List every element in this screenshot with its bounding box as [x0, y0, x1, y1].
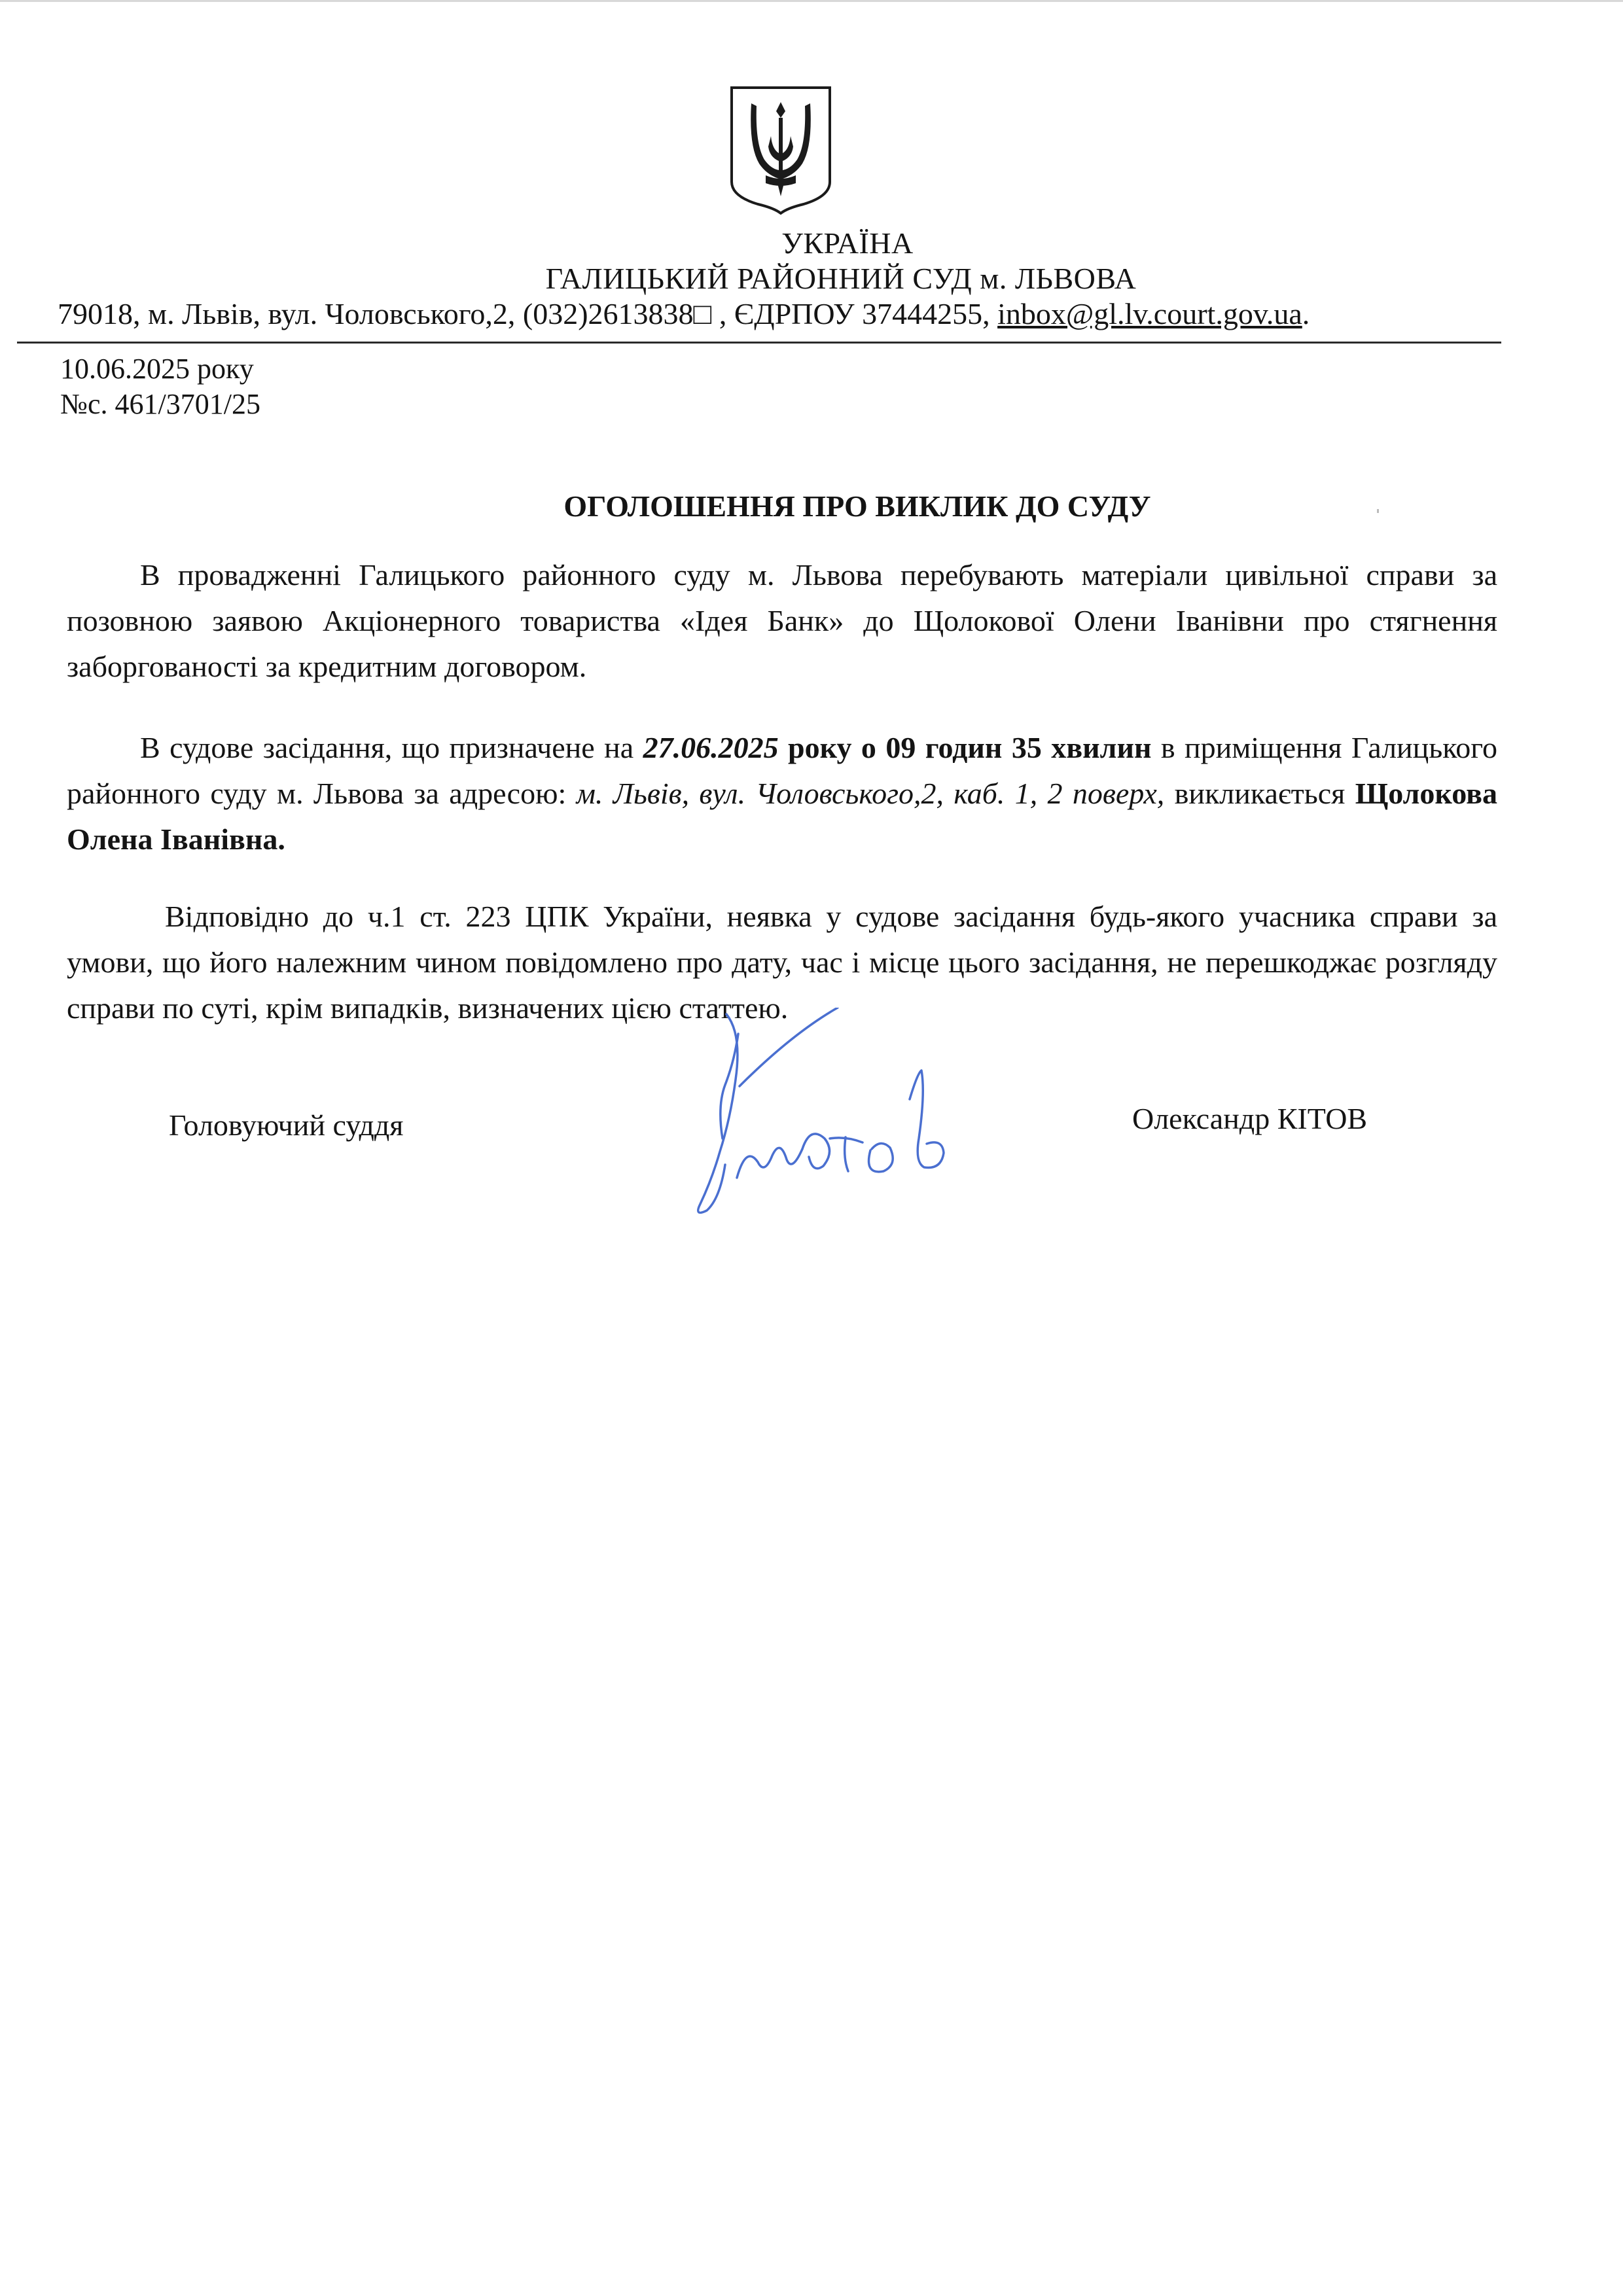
- signatory-role: Головуючий суддя: [169, 1108, 404, 1142]
- summoned-person: Щолокова Олена Іванівна.: [67, 777, 1497, 856]
- case-number: №с. 461/3701/25: [60, 388, 260, 420]
- header-divider: [17, 342, 1501, 344]
- hearing-date: 27.06.2025: [643, 731, 779, 764]
- scan-edge: [0, 0, 1623, 2]
- ukraine-trident-emblem-icon: [725, 84, 836, 215]
- document-title: ОГОЛОШЕННЯ ПРО ВИКЛИК ДО СУДУ: [563, 489, 1151, 523]
- address-end: .: [1302, 297, 1310, 330]
- hearing-address: м. Львів, вул. Чоловського,2, каб. 1, 2 поверх,: [576, 777, 1165, 810]
- signatory-name: Олександр КІТОВ: [1132, 1102, 1368, 1135]
- paragraph-hearing: [67, 725, 1497, 862]
- address-text: 79018, м. Львів, вул. Чоловського,2, (032)2613838□ , ЄДРПОУ 37444255,: [58, 297, 998, 330]
- hearing-call: викликається: [1164, 777, 1355, 810]
- paragraph-law: Відповідно до ч.1 ст. 223 ЦПК України, неявка у судове засідання будь-якого учасника справи за умови, що його належним чином повідомлено про дату, час і місце цього засідання, не перешкоджає розгляду справи по суті, крім випадків, визначених цією статтею.: [67, 900, 1497, 1025]
- hearing-time: року о 09 годин 35 хвилин: [778, 731, 1152, 764]
- country-title: УКРАЇНА: [781, 226, 914, 260]
- document-date: 10.06.2025 року: [60, 353, 254, 385]
- court-address: [58, 296, 1310, 332]
- hearing-intro: В судове засідання, що призначене на: [140, 731, 643, 764]
- email-link[interactable]: inbox@gl.lv.court.gov.ua: [997, 297, 1302, 330]
- hearing-place-intro: в приміщення Галицького районного суду м. Львова за адресою:: [67, 731, 1498, 810]
- handwritten-signature: [674, 1008, 1014, 1224]
- court-name: ГАЛИЦЬКИЙ РАЙОННИЙ СУД м. ЛЬВОВА: [545, 262, 1137, 295]
- paragraph-case: В провадженні Галицького районного суду м. Львова перебувають матеріали цивільної справи за позовною заявою Акціонерного товариства «Ідея Банк» до Щолокової Олени Іванівни про стягнення заборгованості за кредитним договором.: [67, 558, 1497, 683]
